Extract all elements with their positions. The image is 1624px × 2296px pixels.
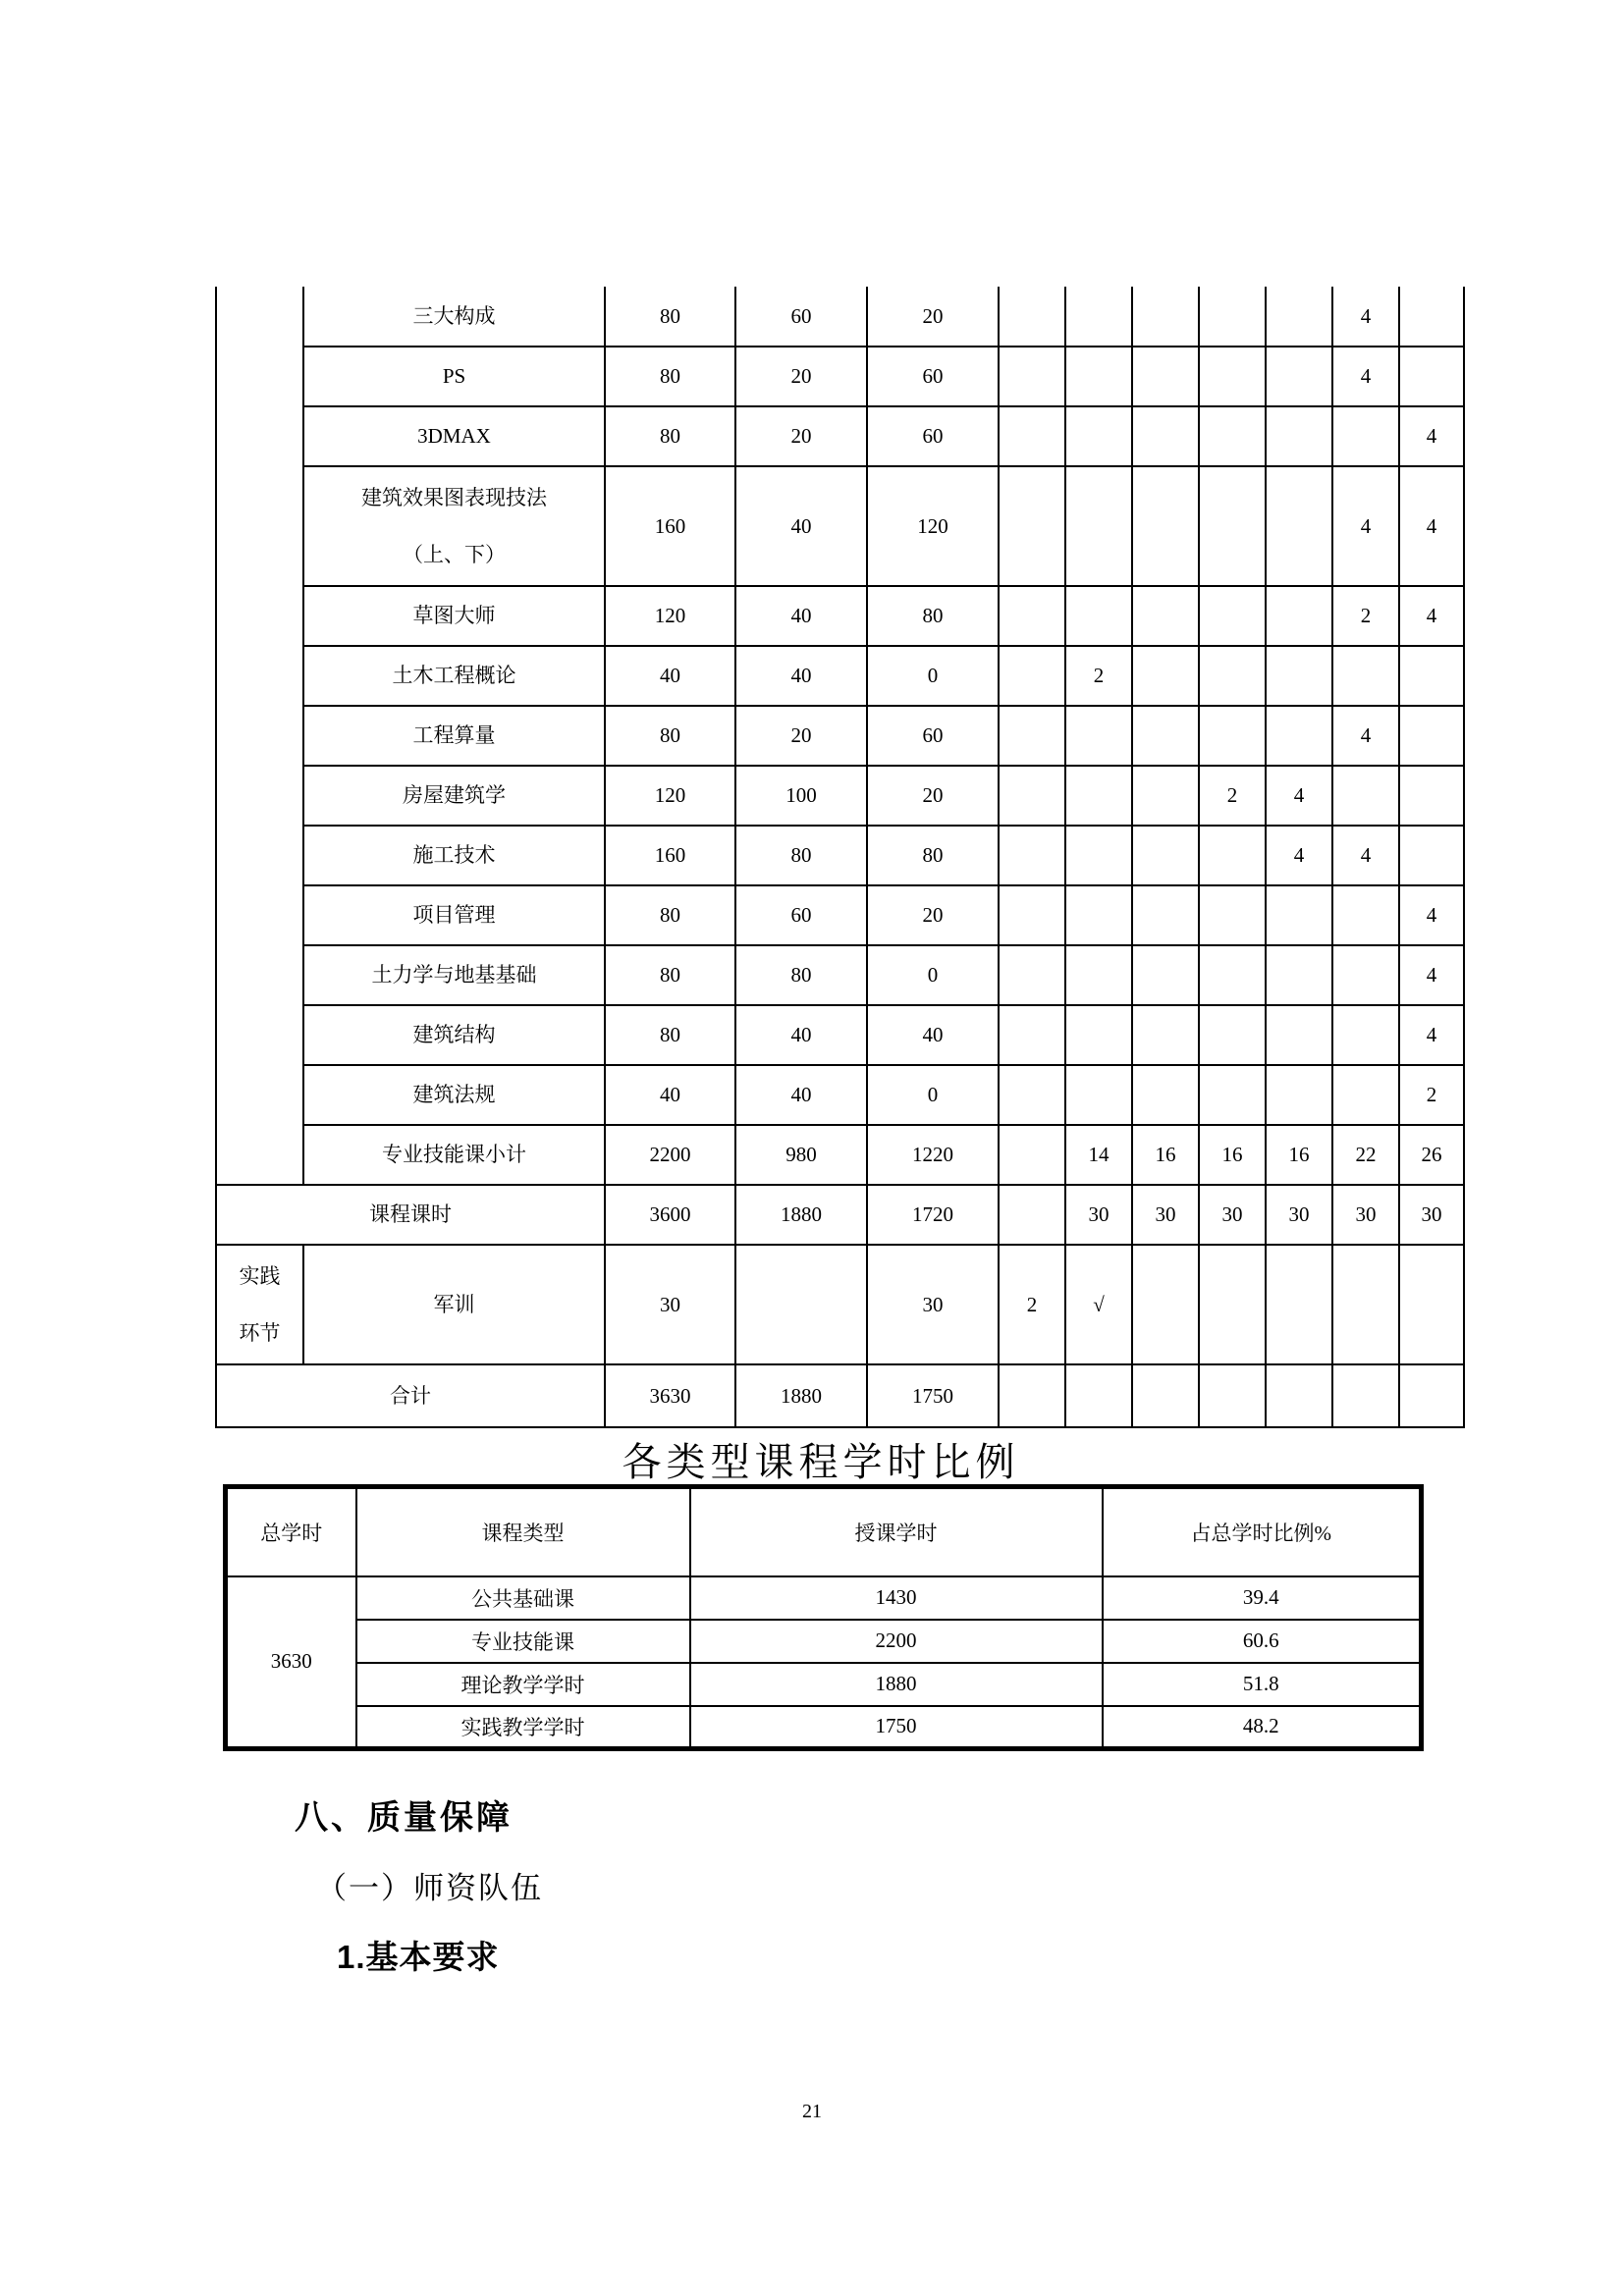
cell-sem3 xyxy=(1199,885,1266,945)
ratio-table-title: 各类型课程学时比例 xyxy=(622,1440,1020,1484)
cell-sem6: 4 xyxy=(1399,885,1464,945)
cell-total-hours: 80 xyxy=(605,945,735,1005)
cell-sem2: 16 xyxy=(1132,1125,1199,1185)
cell-sem1: √ xyxy=(1065,1245,1132,1364)
cell-practice-hours: 0 xyxy=(867,945,999,1005)
cell-weeks xyxy=(999,826,1065,885)
table-row xyxy=(216,347,1464,406)
percent-cell: 39.4 xyxy=(1103,1576,1422,1620)
table-row xyxy=(216,287,1464,347)
cell-total-hours: 80 xyxy=(605,706,735,766)
cell-sem3 xyxy=(1199,1005,1266,1065)
cell-practice-hours: 1750 xyxy=(867,1364,999,1427)
cell-sem6: 4 xyxy=(1399,406,1464,466)
cell-sem4 xyxy=(1266,406,1332,466)
cell-sem1 xyxy=(1065,347,1132,406)
cell-practice-hours: 60 xyxy=(867,406,999,466)
cell-practice-hours: 80 xyxy=(867,586,999,646)
cell-weeks xyxy=(999,1185,1065,1245)
table-row xyxy=(216,406,1464,466)
cell-weeks xyxy=(999,945,1065,1005)
course-name-cell: 项目管理 xyxy=(303,885,605,945)
cell-sem6 xyxy=(1399,287,1464,347)
cell-sem5: 22 xyxy=(1332,1125,1399,1185)
cell-sem3 xyxy=(1199,466,1266,586)
cell-sem3: 16 xyxy=(1199,1125,1266,1185)
teaching-hours-cell: 1750 xyxy=(690,1706,1103,1749)
cell-weeks xyxy=(999,1005,1065,1065)
cell-sem5: 30 xyxy=(1332,1185,1399,1245)
cell-sem2 xyxy=(1132,646,1199,706)
cell-sem3: 30 xyxy=(1199,1185,1266,1245)
course-type-cell: 实践教学学时 xyxy=(356,1706,690,1749)
cell-total-hours: 3600 xyxy=(605,1185,735,1245)
cell-sem3 xyxy=(1199,706,1266,766)
cell-total-hours: 160 xyxy=(605,466,735,586)
cell-sem4 xyxy=(1266,706,1332,766)
table-row xyxy=(216,1245,1464,1364)
table-row xyxy=(216,466,1464,586)
cell-sem2 xyxy=(1132,826,1199,885)
cell-theory-hours: 40 xyxy=(735,466,867,586)
cell-total-hours: 80 xyxy=(605,1005,735,1065)
cell-sem1 xyxy=(1065,466,1132,586)
cell-sem6 xyxy=(1399,766,1464,826)
cell-sem2 xyxy=(1132,706,1199,766)
row-label-cell: 课程课时 xyxy=(216,1185,605,1245)
cell-sem5 xyxy=(1332,1005,1399,1065)
cell-sem5: 4 xyxy=(1332,466,1399,586)
cell-sem6 xyxy=(1399,347,1464,406)
cell-theory-hours: 40 xyxy=(735,646,867,706)
cell-sem5 xyxy=(1332,945,1399,1005)
cell-sem6: 26 xyxy=(1399,1125,1464,1185)
cell-total-hours: 30 xyxy=(605,1245,735,1364)
cell-theory-hours: 20 xyxy=(735,347,867,406)
cell-sem5: 4 xyxy=(1332,826,1399,885)
cell-weeks xyxy=(999,347,1065,406)
table-row xyxy=(216,646,1464,706)
cell-sem3 xyxy=(1199,945,1266,1005)
cell-sem1 xyxy=(1065,287,1132,347)
cell-sem4: 16 xyxy=(1266,1125,1332,1185)
cell-sem1 xyxy=(1065,1005,1132,1065)
cell-sem5: 4 xyxy=(1332,287,1399,347)
cell-sem1: 30 xyxy=(1065,1185,1132,1245)
cell-practice-hours: 30 xyxy=(867,1245,999,1364)
course-name-cell: PS xyxy=(303,347,605,406)
cell-practice-hours: 20 xyxy=(867,766,999,826)
percent-cell: 60.6 xyxy=(1103,1620,1422,1663)
cell-sem1 xyxy=(1065,1364,1132,1427)
cell-practice-hours: 120 xyxy=(867,466,999,586)
cell-practice-hours: 1720 xyxy=(867,1185,999,1245)
cell-sem2 xyxy=(1132,406,1199,466)
cell-weeks xyxy=(999,885,1065,945)
cell-sem6: 4 xyxy=(1399,945,1464,1005)
cell-sem2 xyxy=(1132,586,1199,646)
cell-sem5 xyxy=(1332,646,1399,706)
course-name-cell: 工程算量 xyxy=(303,706,605,766)
cell-theory-hours: 60 xyxy=(735,287,867,347)
cell-sem4: 4 xyxy=(1266,766,1332,826)
cell-sem4 xyxy=(1266,885,1332,945)
cell-total-hours: 160 xyxy=(605,826,735,885)
cell-sem4: 4 xyxy=(1266,826,1332,885)
cell-practice-hours: 40 xyxy=(867,1005,999,1065)
cell-practice-hours: 20 xyxy=(867,885,999,945)
table-row xyxy=(216,1364,1464,1427)
cell-weeks xyxy=(999,766,1065,826)
cell-total-hours: 120 xyxy=(605,586,735,646)
cell-sem5 xyxy=(1332,1245,1399,1364)
cell-sem1 xyxy=(1065,885,1132,945)
cell-sem3 xyxy=(1199,1364,1266,1427)
cell-practice-hours: 60 xyxy=(867,706,999,766)
cell-sem3 xyxy=(1199,586,1266,646)
subsection-heading-basic-requirements: 1.基本要求 xyxy=(337,1939,500,1975)
cell-sem3 xyxy=(1199,1065,1266,1125)
cell-sem4 xyxy=(1266,646,1332,706)
cell-sem1 xyxy=(1065,706,1132,766)
cell-sem6: 4 xyxy=(1399,1005,1464,1065)
cell-sem3 xyxy=(1199,646,1266,706)
cell-sem2 xyxy=(1132,466,1199,586)
cell-theory-hours: 1880 xyxy=(735,1364,867,1427)
cell-theory-hours xyxy=(735,1245,867,1364)
cell-practice-hours: 20 xyxy=(867,287,999,347)
cell-theory-hours: 80 xyxy=(735,826,867,885)
cell-sem6 xyxy=(1399,1245,1464,1364)
cell-theory-hours: 980 xyxy=(735,1125,867,1185)
cell-total-hours: 3630 xyxy=(605,1364,735,1427)
course-name-cell: 房屋建筑学 xyxy=(303,766,605,826)
hours-ratio-table xyxy=(223,1484,1424,1751)
cell-sem5: 4 xyxy=(1332,347,1399,406)
teaching-hours-cell: 1430 xyxy=(690,1576,1103,1620)
cell-sem2 xyxy=(1132,945,1199,1005)
ratio-row xyxy=(226,1663,1422,1706)
course-name-cell: 建筑法规 xyxy=(303,1065,605,1125)
table-row xyxy=(216,885,1464,945)
cell-sem2 xyxy=(1132,885,1199,945)
cell-theory-hours: 1880 xyxy=(735,1185,867,1245)
table-row xyxy=(216,1185,1464,1245)
cell-sem3: 2 xyxy=(1199,766,1266,826)
header-percent: 占总学时比例% xyxy=(1103,1487,1422,1576)
cell-sem4 xyxy=(1266,466,1332,586)
cell-practice-hours: 60 xyxy=(867,347,999,406)
cell-sem4 xyxy=(1266,1065,1332,1125)
cell-theory-hours: 40 xyxy=(735,1065,867,1125)
cell-practice-hours: 0 xyxy=(867,646,999,706)
curriculum-hours-table xyxy=(215,287,1465,1428)
cell-sem2: 30 xyxy=(1132,1185,1199,1245)
cell-sem4 xyxy=(1266,1005,1332,1065)
table-row xyxy=(216,586,1464,646)
cell-sem1 xyxy=(1065,406,1132,466)
cell-sem6: 4 xyxy=(1399,586,1464,646)
course-name-cell: 三大构成 xyxy=(303,287,605,347)
cell-total-hours: 80 xyxy=(605,287,735,347)
cell-sem1 xyxy=(1065,1065,1132,1125)
cell-weeks xyxy=(999,406,1065,466)
table-row xyxy=(216,1005,1464,1065)
cell-sem2 xyxy=(1132,1245,1199,1364)
cell-sem2 xyxy=(1132,766,1199,826)
course-name-cell: 3DMAX xyxy=(303,406,605,466)
course-name-cell: 建筑效果图表现技法 （上、下） xyxy=(303,466,605,586)
total-hours-cell: 3630 xyxy=(226,1576,356,1749)
cell-sem6 xyxy=(1399,646,1464,706)
header-total-hours: 总学时 xyxy=(226,1487,356,1576)
cell-weeks xyxy=(999,706,1065,766)
table-row xyxy=(216,826,1464,885)
ratio-row xyxy=(226,1576,1422,1620)
table-row xyxy=(216,766,1464,826)
cell-total-hours: 80 xyxy=(605,347,735,406)
cell-sem1 xyxy=(1065,766,1132,826)
course-name-cell: 专业技能课小计 xyxy=(303,1125,605,1185)
cell-sem1: 2 xyxy=(1065,646,1132,706)
cell-sem3 xyxy=(1199,347,1266,406)
cell-total-hours: 80 xyxy=(605,885,735,945)
cell-weeks: 2 xyxy=(999,1245,1065,1364)
cell-sem6 xyxy=(1399,1364,1464,1427)
course-name-cell: 土力学与地基基础 xyxy=(303,945,605,1005)
cell-sem1 xyxy=(1065,826,1132,885)
cell-sem5 xyxy=(1332,1065,1399,1125)
cell-sem5 xyxy=(1332,766,1399,826)
table-row xyxy=(216,706,1464,766)
cell-sem3 xyxy=(1199,406,1266,466)
cell-weeks xyxy=(999,1125,1065,1185)
cell-theory-hours: 80 xyxy=(735,945,867,1005)
cell-weeks xyxy=(999,1364,1065,1427)
practice-phase-cell: 实践 环节 xyxy=(216,1245,303,1364)
cell-sem1: 14 xyxy=(1065,1125,1132,1185)
cell-theory-hours: 100 xyxy=(735,766,867,826)
cell-sem6: 2 xyxy=(1399,1065,1464,1125)
cell-total-hours: 80 xyxy=(605,406,735,466)
cell-practice-hours: 0 xyxy=(867,1065,999,1125)
course-name-cell: 草图大师 xyxy=(303,586,605,646)
cell-theory-hours: 40 xyxy=(735,1005,867,1065)
cell-theory-hours: 40 xyxy=(735,586,867,646)
cell-sem1 xyxy=(1065,586,1132,646)
cell-sem3 xyxy=(1199,826,1266,885)
cell-sem2 xyxy=(1132,1364,1199,1427)
cell-total-hours: 2200 xyxy=(605,1125,735,1185)
cell-weeks xyxy=(999,586,1065,646)
cell-sem5: 2 xyxy=(1332,586,1399,646)
teaching-hours-cell: 1880 xyxy=(690,1663,1103,1706)
cell-sem5: 4 xyxy=(1332,706,1399,766)
percent-cell: 48.2 xyxy=(1103,1706,1422,1749)
table-row xyxy=(216,1065,1464,1125)
cell-total-hours: 40 xyxy=(605,646,735,706)
subsection-heading-faculty: （一）师资队伍 xyxy=(316,1871,543,1905)
cell-sem3 xyxy=(1199,287,1266,347)
cell-practice-hours: 1220 xyxy=(867,1125,999,1185)
table-row xyxy=(216,945,1464,1005)
cell-sem5 xyxy=(1332,885,1399,945)
course-name-cell: 施工技术 xyxy=(303,826,605,885)
cell-sem4 xyxy=(1266,945,1332,1005)
page-number: 21 xyxy=(802,2101,822,2122)
cell-sem4 xyxy=(1266,347,1332,406)
cell-weeks xyxy=(999,646,1065,706)
cell-theory-hours: 20 xyxy=(735,406,867,466)
cell-sem4 xyxy=(1266,1245,1332,1364)
cell-sem4 xyxy=(1266,287,1332,347)
header-teaching-hours: 授课学时 xyxy=(690,1487,1103,1576)
cell-weeks xyxy=(999,287,1065,347)
course-type-cell: 专业技能课 xyxy=(356,1620,690,1663)
cell-sem4: 30 xyxy=(1266,1185,1332,1245)
category-spacer-cell xyxy=(216,287,303,1185)
course-name-cell: 建筑结构 xyxy=(303,1005,605,1065)
row-label-cell: 合计 xyxy=(216,1364,605,1427)
course-name-cell: 土木工程概论 xyxy=(303,646,605,706)
percent-cell: 51.8 xyxy=(1103,1663,1422,1706)
ratio-row xyxy=(226,1706,1422,1749)
course-name-cell: 军训 xyxy=(303,1245,605,1364)
cell-sem6 xyxy=(1399,706,1464,766)
cell-sem5 xyxy=(1332,406,1399,466)
cell-sem1 xyxy=(1065,945,1132,1005)
course-type-cell: 公共基础课 xyxy=(356,1576,690,1620)
cell-sem4 xyxy=(1266,586,1332,646)
table-row xyxy=(216,1125,1464,1185)
cell-sem2 xyxy=(1132,1005,1199,1065)
cell-weeks xyxy=(999,466,1065,586)
cell-sem3 xyxy=(1199,1245,1266,1364)
cell-weeks xyxy=(999,1065,1065,1125)
section-heading-quality-assurance: 八、质量保障 xyxy=(295,1799,513,1837)
cell-sem6: 30 xyxy=(1399,1185,1464,1245)
cell-sem6: 4 xyxy=(1399,466,1464,586)
ratio-header-row xyxy=(226,1487,1422,1576)
cell-sem2 xyxy=(1132,1065,1199,1125)
cell-theory-hours: 20 xyxy=(735,706,867,766)
cell-total-hours: 120 xyxy=(605,766,735,826)
cell-sem2 xyxy=(1132,347,1199,406)
cell-sem2 xyxy=(1132,287,1199,347)
ratio-row xyxy=(226,1620,1422,1663)
course-type-cell: 理论教学学时 xyxy=(356,1663,690,1706)
cell-theory-hours: 60 xyxy=(735,885,867,945)
teaching-hours-cell: 2200 xyxy=(690,1620,1103,1663)
cell-sem4 xyxy=(1266,1364,1332,1427)
cell-total-hours: 40 xyxy=(605,1065,735,1125)
cell-sem6 xyxy=(1399,826,1464,885)
cell-practice-hours: 80 xyxy=(867,826,999,885)
header-course-type: 课程类型 xyxy=(356,1487,690,1576)
cell-sem5 xyxy=(1332,1364,1399,1427)
